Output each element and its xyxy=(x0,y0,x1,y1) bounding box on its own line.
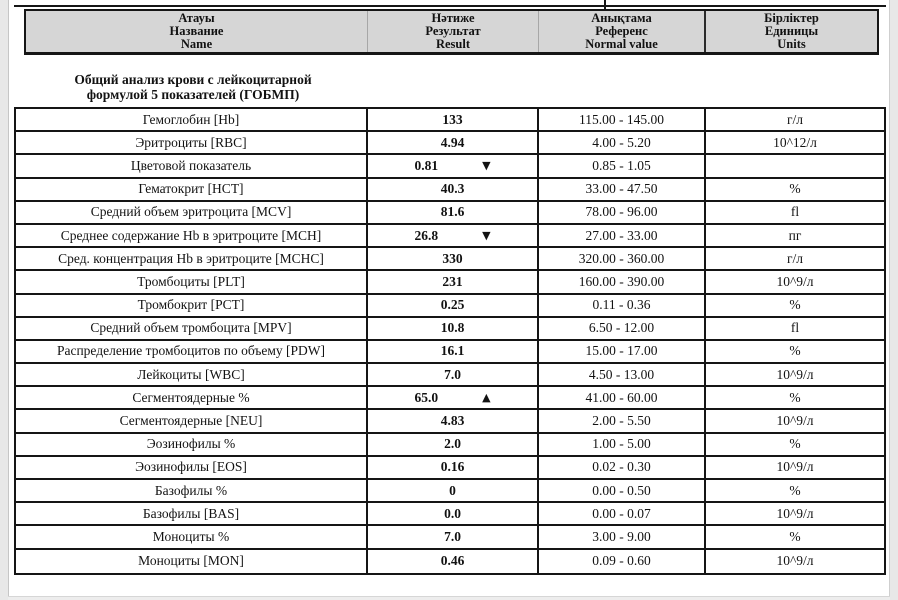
page-edge-right xyxy=(889,0,898,600)
result-value-text: 4.83 xyxy=(440,413,465,429)
parameter-name xyxy=(16,387,368,408)
unit-text: % xyxy=(789,528,801,544)
parameter-name-text: Базофилы % xyxy=(154,482,228,498)
normal-range xyxy=(539,179,706,200)
header-line: Units xyxy=(777,37,806,52)
parameter-name xyxy=(16,109,368,130)
result-value-text: 0.16 xyxy=(440,459,465,475)
parameter-name-text: Лейкоциты [WBC] xyxy=(137,366,245,382)
parameter-name-text: Средний объем тромбоцита [MPV] xyxy=(90,320,292,336)
normal-range-text: 0.02 - 0.30 xyxy=(592,459,651,475)
parameter-name-text: Тромбокрит [PCT] xyxy=(137,297,245,313)
unit-text: г/л xyxy=(786,111,804,127)
parameter-name-text: Цветовой показатель xyxy=(130,157,252,173)
parameter-name xyxy=(16,271,368,292)
unit-text: 10^9/л xyxy=(776,413,814,429)
header-line: Название xyxy=(169,23,224,38)
parameter-name xyxy=(16,503,368,524)
unit xyxy=(706,248,884,269)
normal-range xyxy=(539,109,706,130)
table-row xyxy=(16,225,884,248)
unit-text: fl xyxy=(790,204,800,220)
unit-text: 10^9/л xyxy=(776,273,814,289)
normal-range xyxy=(539,248,706,269)
normal-range-text: 2.00 - 5.50 xyxy=(592,413,651,429)
normal-range xyxy=(539,550,706,573)
result-value xyxy=(368,202,539,223)
parameter-name xyxy=(16,526,368,547)
result-value-text: 0.25 xyxy=(440,297,465,313)
header-col-result xyxy=(368,11,539,52)
unit-text: % xyxy=(789,181,801,197)
header-line: Бірліктер xyxy=(764,10,819,25)
parameter-name xyxy=(16,364,368,385)
unit xyxy=(706,457,884,478)
table-row xyxy=(16,295,884,318)
unit-text: 10^12/л xyxy=(773,134,817,150)
parameter-name-text: Средний объем эритроцита [MCV] xyxy=(90,204,292,220)
result-value-text: 10.8 xyxy=(440,320,465,336)
result-value-text: 16.1 xyxy=(440,343,465,359)
header-line: Единицы xyxy=(764,23,819,38)
unit-text: пг xyxy=(788,227,802,243)
parameter-name-text: Эритроциты [RBC] xyxy=(135,134,247,150)
normal-range-text: 0.00 - 0.07 xyxy=(592,505,651,521)
unit xyxy=(706,550,884,573)
table-row xyxy=(16,387,884,410)
normal-range-text: 33.00 - 47.50 xyxy=(585,181,658,197)
header-line: Result xyxy=(435,37,471,52)
parameter-name-text: Моноциты [MON] xyxy=(138,553,244,569)
top-horizontal-rule xyxy=(14,5,886,7)
result-value-text: 81.6 xyxy=(440,204,465,220)
unit xyxy=(706,503,884,524)
parameter-name xyxy=(16,457,368,478)
table-row xyxy=(16,364,884,387)
page-edge-left xyxy=(0,0,9,600)
table-row xyxy=(16,550,884,573)
unit-text: 10^9/л xyxy=(776,459,814,475)
parameter-name xyxy=(16,480,368,501)
unit-text: % xyxy=(789,436,801,452)
unit xyxy=(706,410,884,431)
table-row xyxy=(16,457,884,480)
result-value xyxy=(368,109,539,130)
result-value xyxy=(368,526,539,547)
parameter-name xyxy=(16,132,368,153)
parameter-name-text: Среднее содержание Hb в эритроците [MCH] xyxy=(60,227,322,243)
unit-text: % xyxy=(789,297,801,313)
unit xyxy=(706,526,884,547)
normal-range xyxy=(539,364,706,385)
parameter-name xyxy=(16,318,368,339)
table-body xyxy=(16,109,884,573)
table-row xyxy=(16,410,884,433)
normal-range xyxy=(539,132,706,153)
normal-range xyxy=(539,225,706,246)
section-title xyxy=(28,73,358,102)
parameter-name-text: Гемоглобин [Hb] xyxy=(142,111,240,127)
lab-results-table xyxy=(14,107,886,575)
table-row xyxy=(16,503,884,526)
result-value xyxy=(368,318,539,339)
normal-range xyxy=(539,387,706,408)
header-line: Атауы xyxy=(178,10,215,25)
normal-range xyxy=(539,341,706,362)
unit xyxy=(706,341,884,362)
normal-range xyxy=(539,410,706,431)
table-row xyxy=(16,526,884,549)
unit xyxy=(706,109,884,130)
normal-range-text: 160.00 - 390.00 xyxy=(578,273,665,289)
normal-range xyxy=(539,503,706,524)
normal-range-text: 4.50 - 13.00 xyxy=(588,366,655,382)
normal-range-text: 6.50 - 12.00 xyxy=(588,320,655,336)
unit xyxy=(706,480,884,501)
unit xyxy=(706,434,884,455)
unit-text: 10^9/л xyxy=(776,553,814,569)
table-header xyxy=(24,9,879,55)
result-value xyxy=(368,132,539,153)
result-value xyxy=(368,364,539,385)
parameter-name xyxy=(16,341,368,362)
result-value-text: 65.0 xyxy=(414,389,439,405)
normal-range-text: 3.00 - 9.00 xyxy=(592,528,651,544)
table-row xyxy=(16,132,884,155)
result-value xyxy=(368,434,539,455)
result-value-text: 133 xyxy=(442,111,463,127)
normal-range-text: 0.09 - 0.60 xyxy=(592,553,651,569)
parameter-name-text: Сред. концентрация Hb в эритроците [MCHC] xyxy=(58,250,324,266)
parameter-name-text: Тромбоциты [PLT] xyxy=(137,273,245,289)
unit xyxy=(706,202,884,223)
result-value xyxy=(368,155,539,176)
unit xyxy=(706,295,884,316)
normal-range xyxy=(539,155,706,176)
normal-range-text: 0.00 - 0.50 xyxy=(592,482,651,498)
normal-range xyxy=(539,295,706,316)
section-title-line1: Общий анализ крови с лейкоцитарной xyxy=(74,72,312,87)
result-value xyxy=(368,271,539,292)
parameter-name-text: Моноциты % xyxy=(152,528,230,544)
unit-text: 10^9/л xyxy=(776,505,814,521)
result-value xyxy=(368,248,539,269)
header-col-units xyxy=(706,11,877,52)
result-value xyxy=(368,179,539,200)
result-value xyxy=(368,457,539,478)
table-row xyxy=(16,109,884,132)
result-value-text: 0.0 xyxy=(444,505,461,521)
unit xyxy=(706,364,884,385)
normal-range-text: 15.00 - 17.00 xyxy=(585,343,658,359)
arrow-up-icon: ▲ xyxy=(482,391,491,405)
normal-range-text: 41.00 - 60.00 xyxy=(585,389,658,405)
parameter-name-text: Гематокрит [HCT] xyxy=(138,181,244,197)
normal-range xyxy=(539,457,706,478)
parameter-name xyxy=(16,225,368,246)
parameter-name xyxy=(16,179,368,200)
normal-range-text: 78.00 - 96.00 xyxy=(585,204,658,220)
normal-range-text: 1.00 - 5.00 xyxy=(592,436,651,452)
parameter-name-text: Эозинофилы % xyxy=(146,436,236,452)
normal-range-text: 4.00 - 5.20 xyxy=(592,134,651,150)
parameter-name-text: Сегментоядерные % xyxy=(132,389,250,405)
table-row xyxy=(16,179,884,202)
header-line: Нәтиже xyxy=(431,10,475,25)
normal-range-text: 0.11 - 0.36 xyxy=(592,297,651,313)
table-row xyxy=(16,480,884,503)
result-value xyxy=(368,503,539,524)
normal-range-text: 115.00 - 145.00 xyxy=(579,111,664,127)
table-row xyxy=(16,341,884,364)
normal-range xyxy=(539,434,706,455)
parameter-name-text: Сегментоядерные [NEU] xyxy=(119,413,263,429)
normal-range xyxy=(539,271,706,292)
table-row xyxy=(16,155,884,178)
unit xyxy=(706,179,884,200)
table-row xyxy=(16,434,884,457)
header-line: Результат xyxy=(425,23,481,38)
parameter-name xyxy=(16,248,368,269)
table-row xyxy=(16,248,884,271)
unit-text: г/л xyxy=(786,250,804,266)
unit-text: % xyxy=(789,343,801,359)
header-col-name xyxy=(26,11,368,52)
unit-text: 10^9/л xyxy=(776,366,814,382)
result-value xyxy=(368,480,539,501)
result-value-text: 0.46 xyxy=(440,553,465,569)
result-value-text: 0.81 xyxy=(414,157,439,173)
header-col-normal-value xyxy=(539,11,706,52)
parameter-name xyxy=(16,295,368,316)
result-value-text: 2.0 xyxy=(444,436,461,452)
unit xyxy=(706,225,884,246)
result-value xyxy=(368,341,539,362)
normal-range xyxy=(539,526,706,547)
normal-range xyxy=(539,202,706,223)
arrow-down-icon: ▼ xyxy=(482,229,491,243)
header-line: Normal value xyxy=(585,37,658,52)
result-value-text: 231 xyxy=(442,273,463,289)
parameter-name-text: Эозинофилы [EOS] xyxy=(135,459,247,475)
result-value-text: 7.0 xyxy=(444,528,461,544)
section-title-line2: формулой 5 показателей (ГОБМП) xyxy=(86,86,300,102)
normal-range xyxy=(539,318,706,339)
result-value-text: 330 xyxy=(442,250,463,266)
result-value xyxy=(368,225,539,246)
result-value-text: 26.8 xyxy=(414,227,439,243)
parameter-name xyxy=(16,410,368,431)
parameter-name xyxy=(16,155,368,176)
parameter-name-text: Распределение тромбоцитов по объему [PDW] xyxy=(56,343,326,359)
result-value xyxy=(368,387,539,408)
table-row xyxy=(16,318,884,341)
result-value-text: 7.0 xyxy=(444,366,461,382)
parameter-name xyxy=(16,434,368,455)
table-row xyxy=(16,271,884,294)
result-value xyxy=(368,410,539,431)
normal-range-text: 320.00 - 360.00 xyxy=(578,250,665,266)
parameter-name-text: Базофилы [BAS] xyxy=(142,505,240,521)
unit xyxy=(706,387,884,408)
result-value xyxy=(368,550,539,573)
parameter-name xyxy=(16,202,368,223)
unit-text: fl xyxy=(790,320,800,336)
unit xyxy=(706,132,884,153)
result-value-text: 4.94 xyxy=(440,134,465,150)
arrow-down-icon: ▼ xyxy=(482,159,491,173)
page-edge-bottom xyxy=(8,596,890,600)
parameter-name xyxy=(16,550,368,573)
result-value xyxy=(368,295,539,316)
normal-range-text: 0.85 - 1.05 xyxy=(592,157,651,173)
unit-text: % xyxy=(789,389,801,405)
header-line: Name xyxy=(180,37,213,52)
header-line: Анықтама xyxy=(591,10,652,25)
result-value-text: 0 xyxy=(449,482,456,498)
normal-range xyxy=(539,480,706,501)
normal-range-text: 27.00 - 33.00 xyxy=(585,227,658,243)
unit-text: % xyxy=(789,482,801,498)
result-value-text: 40.3 xyxy=(440,181,465,197)
unit xyxy=(706,318,884,339)
unit xyxy=(706,271,884,292)
header-line: Референс xyxy=(595,23,648,38)
table-row xyxy=(16,202,884,225)
unit xyxy=(706,155,884,176)
